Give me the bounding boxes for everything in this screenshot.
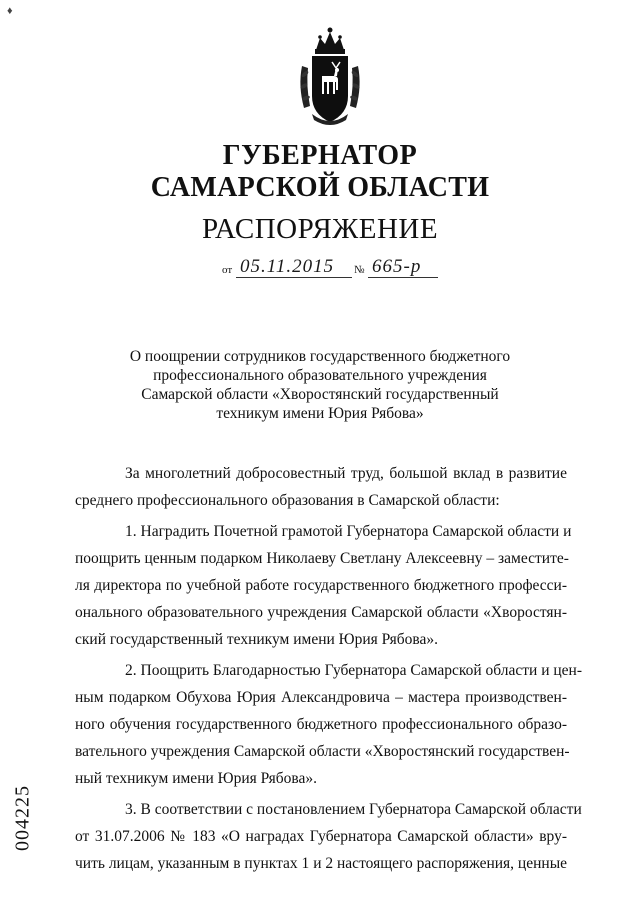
date-value: 05.11.2015 bbox=[240, 256, 335, 277]
text-line: 1. Наградить Почетной грамотой Губернатора Самарской области и bbox=[125, 523, 572, 540]
coat-of-arms-emblem bbox=[294, 26, 366, 128]
margin-stamp bbox=[2, 773, 44, 863]
text-line: 3. В соответствии с постановлением Губернатора Самарской области bbox=[125, 801, 582, 818]
text-line: от 31.07.2006 № 183 «О наградах Губернатора Самарской области» вру- bbox=[75, 828, 567, 845]
document-subject bbox=[120, 347, 520, 423]
text-line: чить лицам, указанным в пунктах 1 и 2 настоящего распоряжения, ценные bbox=[75, 855, 567, 872]
text-line: среднего профессионального образования в Самарской области: bbox=[75, 492, 500, 509]
document-body bbox=[75, 460, 583, 877]
document-type: РАСПОРЯЖЕНИЕ bbox=[201, 213, 439, 245]
subject-line: Самарской области «Хворостянский государственный bbox=[141, 386, 499, 403]
number-value: 665-р bbox=[372, 256, 422, 277]
text-line: ля директора по учебной работе государственного бюджетного професси- bbox=[75, 577, 567, 594]
text-line: ного обучения государственного бюджетного профессионального образо- bbox=[75, 716, 567, 733]
text-line: ский государственный техникум имени Юрия Рябова». bbox=[75, 631, 439, 648]
item-2-paragraph bbox=[75, 657, 583, 792]
text-line: За многолетний добросовестный труд, большой вклад в развитие bbox=[125, 465, 567, 482]
subject-line: О поощрении сотрудников государственного бюджетного bbox=[129, 348, 511, 365]
preamble-paragraph bbox=[75, 460, 567, 514]
number-label: № bbox=[354, 264, 365, 276]
text-line: ный техникум имени Юрия Рябова». bbox=[75, 770, 318, 787]
text-line: вательного учреждения Самарской области «Хворостянский государствен- bbox=[75, 743, 570, 760]
text-line: 2. Поощрить Благодарностью Губернатора Самарской области и цен- bbox=[125, 662, 583, 679]
item-3-paragraph bbox=[75, 796, 582, 877]
text-line: поощрить ценным подарком Николаеву Светлану Алексеевну – заместите- bbox=[75, 550, 569, 567]
document-reference bbox=[222, 256, 442, 280]
item-1-paragraph bbox=[75, 518, 572, 653]
subject-line: профессионального образовательного учреждения bbox=[153, 367, 487, 384]
issuer-title-line2: САМАРСКОЙ ОБЛАСТИ bbox=[150, 172, 490, 203]
date-label: от bbox=[222, 264, 233, 276]
text-line: ным подарком Обухова Юрия Александровича – мастера производствен- bbox=[75, 689, 567, 706]
text-line: онального образовательного учреждения Самарской области «Хворостян- bbox=[75, 604, 567, 621]
margin-stamp-number: 004225 bbox=[11, 785, 34, 851]
issuer-title-line1: ГУБЕРНАТОР bbox=[222, 140, 418, 171]
corner-mark: ♦ bbox=[7, 5, 13, 17]
subject-line: техникум имени Юрия Рябова» bbox=[216, 405, 424, 422]
